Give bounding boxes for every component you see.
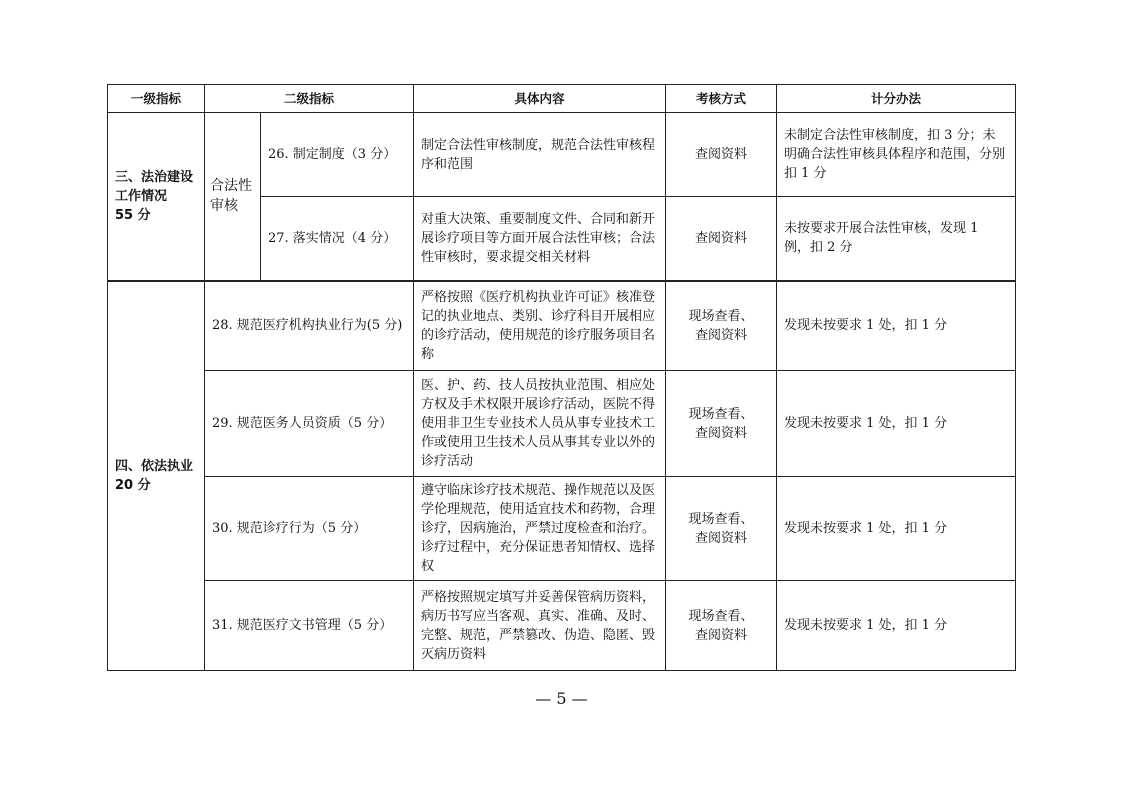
- item-27: 27. 落实情况（4 分）: [261, 197, 414, 281]
- item-30: 30. 规范诊疗行为（5 分）: [205, 477, 414, 581]
- method-31-line2: 查阅资料: [695, 627, 748, 643]
- content-26: 制定合法性审核制度，规范合法性审核程序和范围: [414, 113, 666, 197]
- item-26: 26. 制定制度（3 分）: [261, 113, 414, 197]
- item-29: 29. 规范医务人员资质（5 分）: [205, 371, 414, 477]
- method-31-line1: 现场查看、: [688, 608, 754, 624]
- table-row: [108, 477, 1016, 581]
- table-row: [108, 581, 1016, 671]
- scoring-27: 未按要求开展合法性审核，发现 1 例，扣 2 分: [777, 197, 1016, 281]
- content-28: 严格按照《医疗机构执业许可证》核准登记的执业地点、类别、诊疗科目开展相应的诊疗活动，使用规范的诊疗服务项目名称: [414, 281, 666, 371]
- section4-title: 四、依法执业: [115, 458, 194, 474]
- section3-score: 55 分: [115, 207, 151, 223]
- method-31: [666, 581, 777, 671]
- table-row: [108, 371, 1016, 477]
- method-29-line1: 现场查看、: [688, 406, 754, 422]
- section4-score: 20 分: [115, 477, 151, 493]
- content-27: 对重大决策、重要制度文件、合同和新开展诊疗项目等方面开展合法性审核；合法性审核时，要求提交相关材料: [414, 197, 666, 281]
- content-30: 遵守临床诊疗技术规范、操作规范以及医学伦理规范，使用适宜技术和药物，合理诊疗，因病施治，严禁过度检查和治疗。诊疗过程中，充分保证患者知情权、选择权: [414, 477, 666, 581]
- content-29: 医、护、药、技人员按执业范围、相应处方权及手术权限开展诊疗活动，医院不得使用非卫生专业技术人员从事专业技术工作或使用卫生技术人员从事其专业以外的诊疗活动: [414, 371, 666, 477]
- section3-title: 三、法治建设工作情况: [115, 169, 194, 204]
- item-28: 28. 规范医疗机构执业行为(5 分): [205, 281, 414, 371]
- table-row: [108, 113, 1016, 197]
- header-scoring: 计分办法: [777, 85, 1016, 113]
- content-31: 严格按照规定填写并妥善保管病历资料，病历书写应当客观、真实、准确、及时、完整、规范，严禁篡改、伪造、隐匿、毁灭病历资料: [414, 581, 666, 671]
- header-row: [108, 85, 1016, 113]
- section3-subgroup: 合法性审核: [205, 113, 261, 281]
- header-method: 考核方式: [666, 85, 777, 113]
- header-level1: 一级指标: [108, 85, 205, 113]
- section4-title-cell: [108, 281, 205, 671]
- table-row: [108, 281, 1016, 371]
- header-level2: 二级指标: [205, 85, 414, 113]
- method-29-line2: 查阅资料: [695, 425, 748, 441]
- scoring-28: 发现未按要求 1 处，扣 1 分: [777, 281, 1016, 371]
- assessment-table: [107, 84, 1016, 671]
- scoring-31: 发现未按要求 1 处，扣 1 分: [777, 581, 1016, 671]
- method-30: [666, 477, 777, 581]
- method-30-line1: 现场查看、: [688, 511, 754, 527]
- method-27: 查阅资料: [666, 197, 777, 281]
- method-26: 查阅资料: [666, 113, 777, 197]
- scoring-30: 发现未按要求 1 处，扣 1 分: [777, 477, 1016, 581]
- method-28: [666, 281, 777, 371]
- scoring-29: 发现未按要求 1 处，扣 1 分: [777, 371, 1016, 477]
- scoring-26: 未制定合法性审核制度，扣 3 分；未明确合法性审核具体程序和范围，分别扣 1 分: [777, 113, 1016, 197]
- header-content: 具体内容: [414, 85, 666, 113]
- section3-title-cell: [108, 113, 205, 281]
- method-30-line2: 查阅资料: [695, 530, 748, 546]
- method-28-line2: 查阅资料: [695, 327, 748, 343]
- page-number: — 5 —: [535, 689, 588, 708]
- method-28-line1: 现场查看、: [688, 308, 754, 324]
- item-31: 31. 规范医疗文书管理（5 分）: [205, 581, 414, 671]
- method-29: [666, 371, 777, 477]
